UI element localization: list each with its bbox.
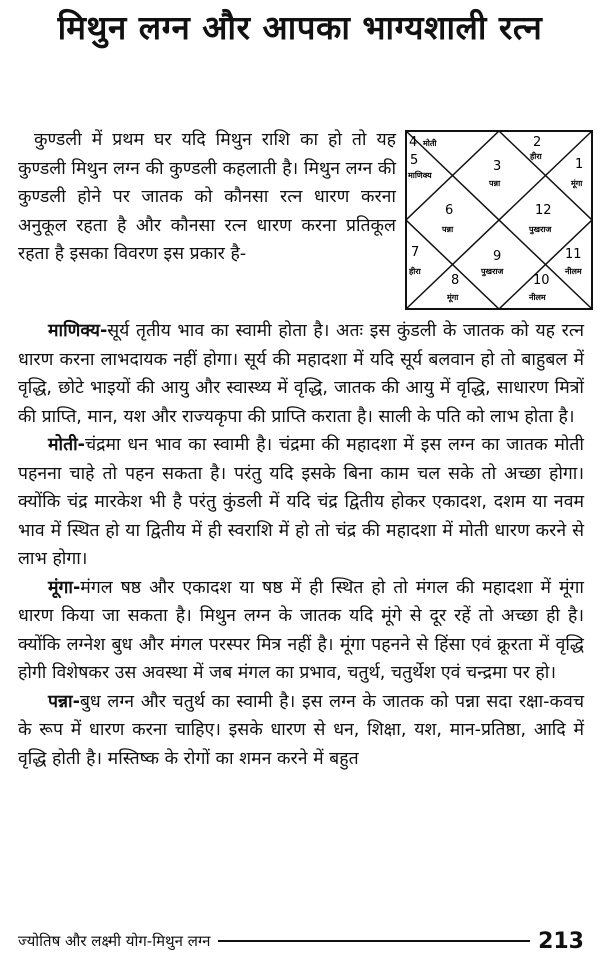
house-1-gem: मूंगा — [571, 179, 583, 188]
house-8-gem: मूंगा — [447, 293, 459, 302]
house-12-gem: पुखराज — [529, 225, 552, 234]
page-title: मिथुन लग्न और आपका भाग्यशाली रत्न — [57, 8, 543, 47]
house-5-gem: माणिक्य — [408, 171, 432, 180]
house-6-gem: पन्ना — [442, 225, 454, 234]
house-8-number: 8 — [451, 273, 460, 288]
kundli-chart — [405, 130, 593, 310]
page-footer — [18, 928, 584, 954]
section-manikya-text: सूर्य तृतीय भाव का स्वामी होता है। अतः इस कुंडली के जातक को यह रत्न धारण करना लाभदायक नहीं होगा। सूर्य की महादशा में यदि सूर्य बलवान हो तो बाहुबल में वृद्धि, छोटे भाइयों की आयु और स्वास्थ्य में वृद्धि, जातक की आयु में वृद्धि, साधारण मित्रों की प्राप्ति, मान, यश और राज्यकृपा की प्राप्ति कराता है। साली के पति को लाभ होता है। — [18, 321, 584, 427]
section-panna-head: पन्ना- — [48, 691, 80, 712]
house-7-number: 7 — [411, 245, 420, 260]
house-3-gem: पन्ना — [489, 179, 501, 188]
footer-book-title: ज्योतिष और लक्ष्मी योग-मिथुन लग्न — [18, 932, 211, 950]
house-7-gem: हीरा — [409, 267, 421, 276]
section-moti-head: मोती- — [48, 435, 85, 455]
gem-sections — [18, 317, 584, 773]
house-9-number: 9 — [493, 249, 502, 264]
section-moonga — [18, 574, 584, 688]
house-10-number: 10 — [533, 273, 550, 288]
intro-text: कुण्डली में प्रथम घर यदि मिथुन राशि का हो तो यह कुण्डली मिथुन लग्न की कुण्डली कहलाती है। मिथुन लग्न की कुण्डली होने पर जातक को कौनसा रत्न धारण करना अनुकूल रहता है और कौनसा रत्न धारण करना प्रतिकूल रहता है इसका विवरण इस प्रकार है- — [18, 130, 396, 264]
house-5-number: 5 — [410, 153, 419, 168]
house-3-number: 3 — [493, 159, 502, 174]
house-4-gem: मोती — [423, 139, 437, 148]
house-2-gem: हीरा — [530, 152, 542, 161]
section-moonga-text: मंगल षष्ठ और एकादश या षष्ठ में ही स्थित हो तो मंगल की महादशा में मूंगा धारण किया जा सकता है। मिथुन लग्न के जातक यदि मूंगे से दूर रहें तो अच्छा ही है। क्योंकि लग्नेश बुध और मंगल परस्पर मित्र नहीं है। मूंगा पहनने से हिंसा एवं क्रूरता में वृद्धि होगी विशेषकर उस अवस्था में जब मंगल का प्रभाव, चतुर्थ, चतुर्थेश एवं चन्द्रमा पर हो। — [18, 577, 584, 683]
house-4-number: 4 — [409, 135, 418, 150]
house-10-gem: नीलम — [529, 293, 546, 302]
house-11-gem: नीलम — [565, 267, 582, 276]
section-panna-text: बुध लग्न और चतुर्थ का स्वामी है। इस लग्न के जातक को पन्ना सदा रक्षा-कवच के रूप में धारण करना चाहिए। इसके धारण से धन, शिक्षा, यश, मान-प्रतिष्ठा, आदि में वृद्धि होती है। मस्तिष्क के रोगों का शमन करने में बहुत — [18, 691, 584, 769]
intro-paragraph — [18, 126, 396, 269]
house-6-number: 6 — [445, 203, 454, 218]
footer-rule — [218, 940, 530, 942]
house-2-number: 2 — [533, 135, 542, 150]
house-11-number: 11 — [565, 247, 582, 262]
section-moti-text: चंद्रमा धन भाव का स्वामी है। चंद्रमा की महादशा में इस लग्न का जातक मोती पहनना चाहे तो पहन सकता है। परंतु यदि इसके बिना काम चल सके तो अच्छा होगा। क्योंकि चंद्र मारकेश भी है परंतु कुंडली में यदि चंद्र द्वितीय होकर एकादश, दशम या नवम भाव में स्थित हो या द्वितीय में ही स्वराशि में हो तो चंद्र की महादशा में मोती धारण करने से लाभ होगा। — [18, 435, 584, 569]
section-panna — [18, 688, 584, 774]
section-manikya-head: माणिक्य- — [48, 321, 108, 341]
kundli-chart-svg — [405, 130, 593, 310]
section-moti — [18, 431, 584, 574]
house-12-number: 12 — [535, 203, 552, 218]
section-moonga-head: मूंगा- — [48, 577, 81, 598]
house-9-gem: पुखराज — [481, 267, 504, 276]
page-number: 213 — [538, 928, 584, 954]
house-1-number: 1 — [575, 157, 584, 172]
section-manikya — [18, 317, 584, 431]
